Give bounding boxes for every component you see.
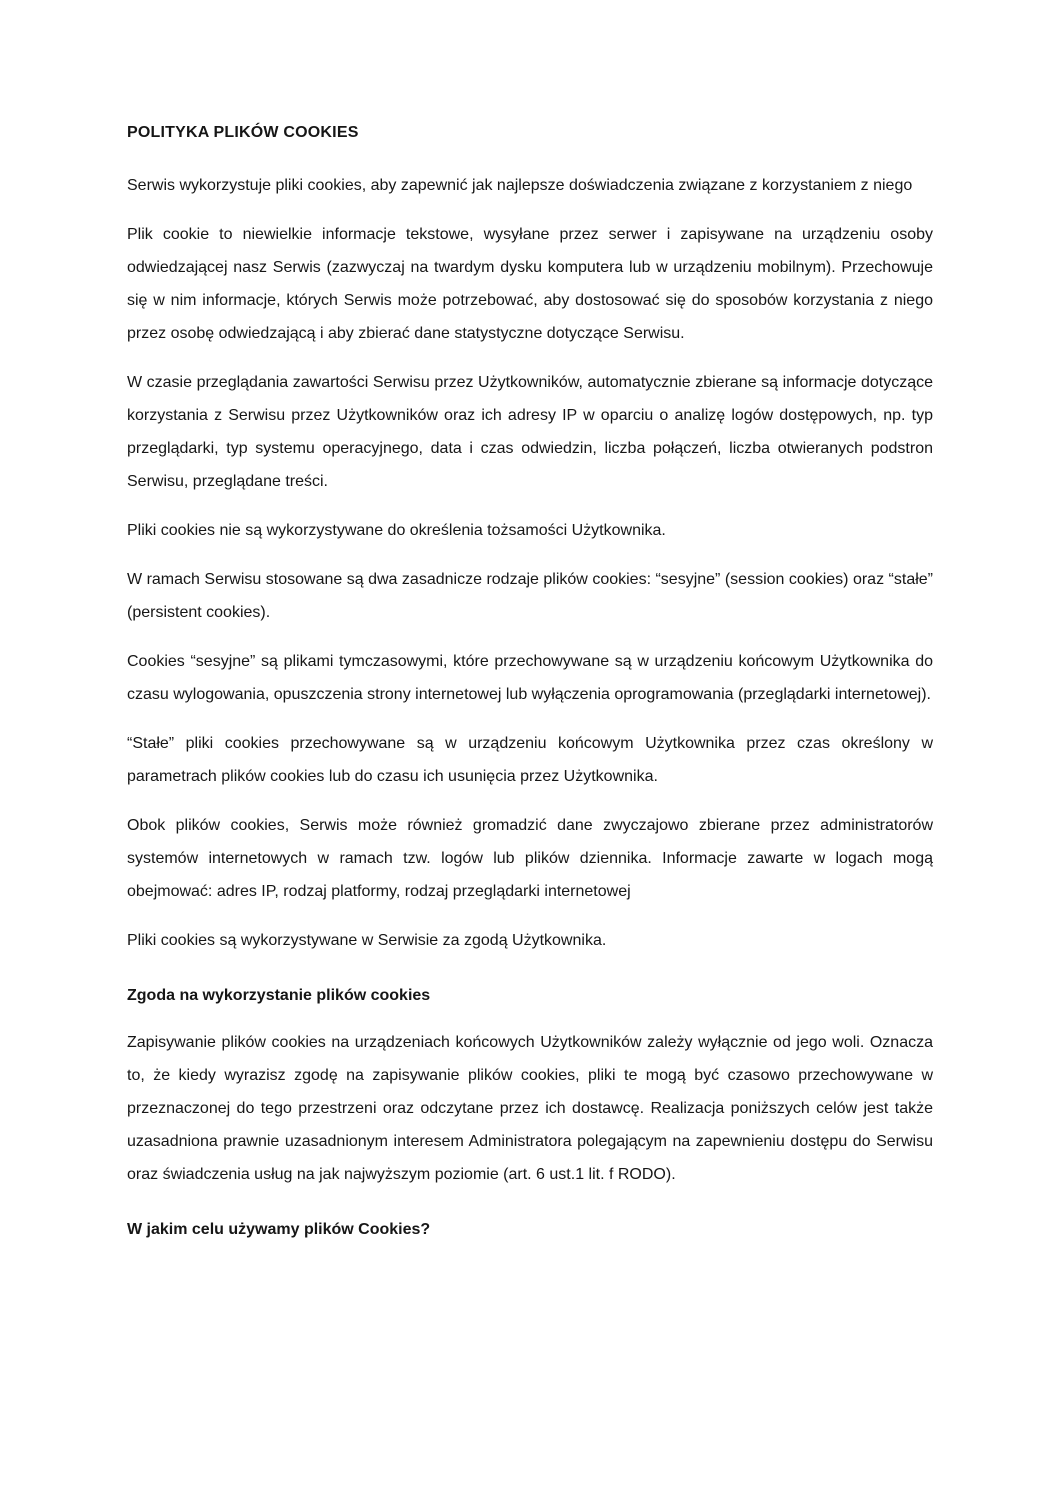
paragraph-server-logs: Obok plików cookies, Serwis może również gromadzić dane zwyczajowo zbierane przez administratorów systemów internetowych w ramach tzw. logów lub plików dziennika. Informacje zawarte w logach mogą obejmować: adres IP, rodzaj platformy, rodzaj przeglądarki internetowej (127, 817, 933, 900)
paragraph-consent-details: Zapisywanie plików cookies na urządzeniach końcowych Użytkowników zależy wyłącznie od jego woli. Oznacza to, że kiedy wyrazisz zgodę na zapisywanie plików cookies, pliki te mogą być czasowo przechowywane w przeznaczonej do tego przestrzeni oraz odczytane przez ich dostawcę. Realizacja poniższych celów jest także uzasadniona prawnie uzasadnionym interesem Administratora polegającym na zapewnieniu dostępu do Serwisu oraz świadczenia usług na jak najwyższym poziomie (art. 6 ust.1 lit. f RODO). (127, 1034, 933, 1183)
paragraph-serwis-intro: Serwis wykorzystuje pliki cookies, aby zapewnić jak najlepsze doświadczenia związane z korzystaniem z niego (127, 177, 913, 194)
paragraph-cookie-definition: Plik cookie to niewielkie informacje tekstowe, wysyłane przez serwer i zapisywane na urządzeniu osoby odwiedzającej nasz Serwis (zazwyczaj na twardym dysku komputera lub w urządzeniu mobilnym). Przechowuje się w nim informacje, których Serwis może potrzebować, aby dostosować się do sposobów korzystania z niego przez osobę odwiedzającą i aby zbierać dane statystyczne dotyczące Serwisu. (127, 226, 933, 342)
paragraph-cookie-types: W ramach Serwisu stosowane są dwa zasadnicze rodzaje plików cookies: “sesyjne” (session cookies) oraz “stałe” (persistent cookies). (127, 571, 933, 621)
section-heading-consent: Zgoda na wykorzystanie plików cookies (127, 987, 431, 1004)
section-heading-purpose: W jakim celu używamy plików Cookies? (127, 1221, 431, 1238)
document-title: POLITYKA PLIKÓW COOKIES (127, 124, 359, 141)
paragraph-persistent-cookies: “Stałe” pliki cookies przechowywane są w urządzeniu końcowym Użytkownika przez czas określony w parametrach plików cookies lub do czasu ich usunięcia przez Użytkownika. (127, 735, 933, 785)
paragraph-automatic-data-collection: W czasie przeglądania zawartości Serwisu przez Użytkowników, automatycznie zbierane są informacje dotyczące korzystania z Serwisu przez Użytkowników oraz ich adresy IP w oparciu o analizę logów dostępowych, np. typ przeglądarki, typ systemu operacyjnego, data i czas odwiedzin, liczba połączeń, liczba otwieranych podstron Serwisu, przeglądane treści. (127, 374, 933, 490)
paragraph-session-cookies: Cookies “sesyjne” są plikami tymczasowymi, które przechowywane są w urządzeniu końcowym Użytkownika do czasu wylogowania, opuszczenia strony internetowej lub wyłączenia oprogramowania (przeglądarki internetowej). (127, 653, 933, 703)
paragraph-user-consent: Pliki cookies są wykorzystywane w Serwisie za zgodą Użytkownika. (127, 932, 607, 949)
paragraph-no-identification: Pliki cookies nie są wykorzystywane do określenia tożsamości Użytkownika. (127, 522, 666, 539)
